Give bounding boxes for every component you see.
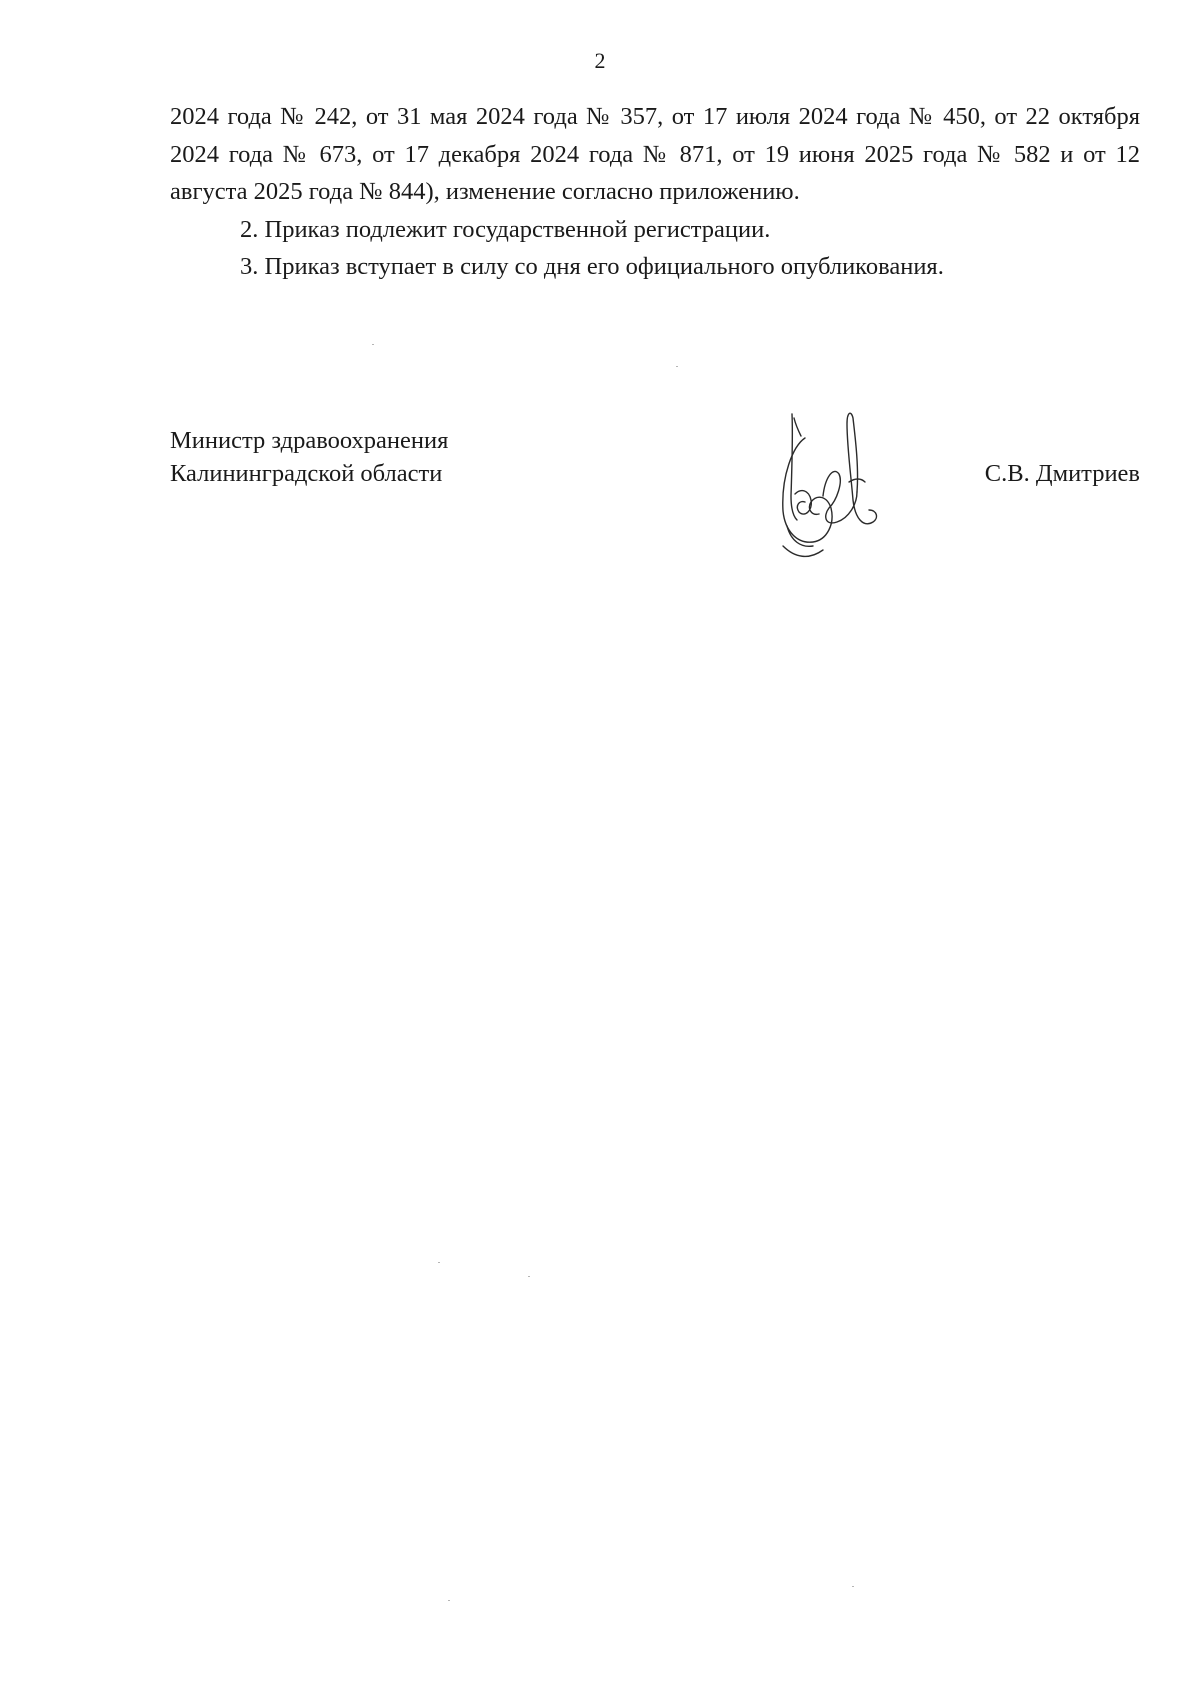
page-number: 2 (594, 48, 606, 73)
scan-speck (528, 1276, 530, 1277)
paragraph-amendments: 2024 года № 242, от 31 мая 2024 года № 357, от 17 июля 2024 года № 450, от 22 октября 2024 года № 673, от 17 декабря 2024 года № 871, от 19 июня 2025 года № 582 и от 12 августа 2025 года № 844), изменение согласно приложению. (170, 103, 1140, 205)
signer-name: С.В. Дмитриев (984, 460, 1140, 487)
handwritten-signature (765, 396, 885, 566)
document-body (170, 98, 1140, 286)
paragraph-effective-date: 3. Приказ вступает в силу со дня его официального опубликования. (240, 253, 944, 280)
scan-speck (372, 344, 374, 345)
scan-speck (852, 1586, 854, 1587)
scan-speck (448, 1600, 450, 1601)
signer-position-line-1: Министр здравоохранения (170, 427, 449, 454)
signer-position-line-2: Калининградской области (170, 460, 443, 487)
paragraph-registration: 2. Приказ подлежит государственной регистрации. (240, 215, 771, 243)
signature-block (170, 424, 1140, 584)
scan-speck (438, 1262, 440, 1263)
signer-position (170, 424, 448, 490)
scan-speck (676, 366, 678, 367)
